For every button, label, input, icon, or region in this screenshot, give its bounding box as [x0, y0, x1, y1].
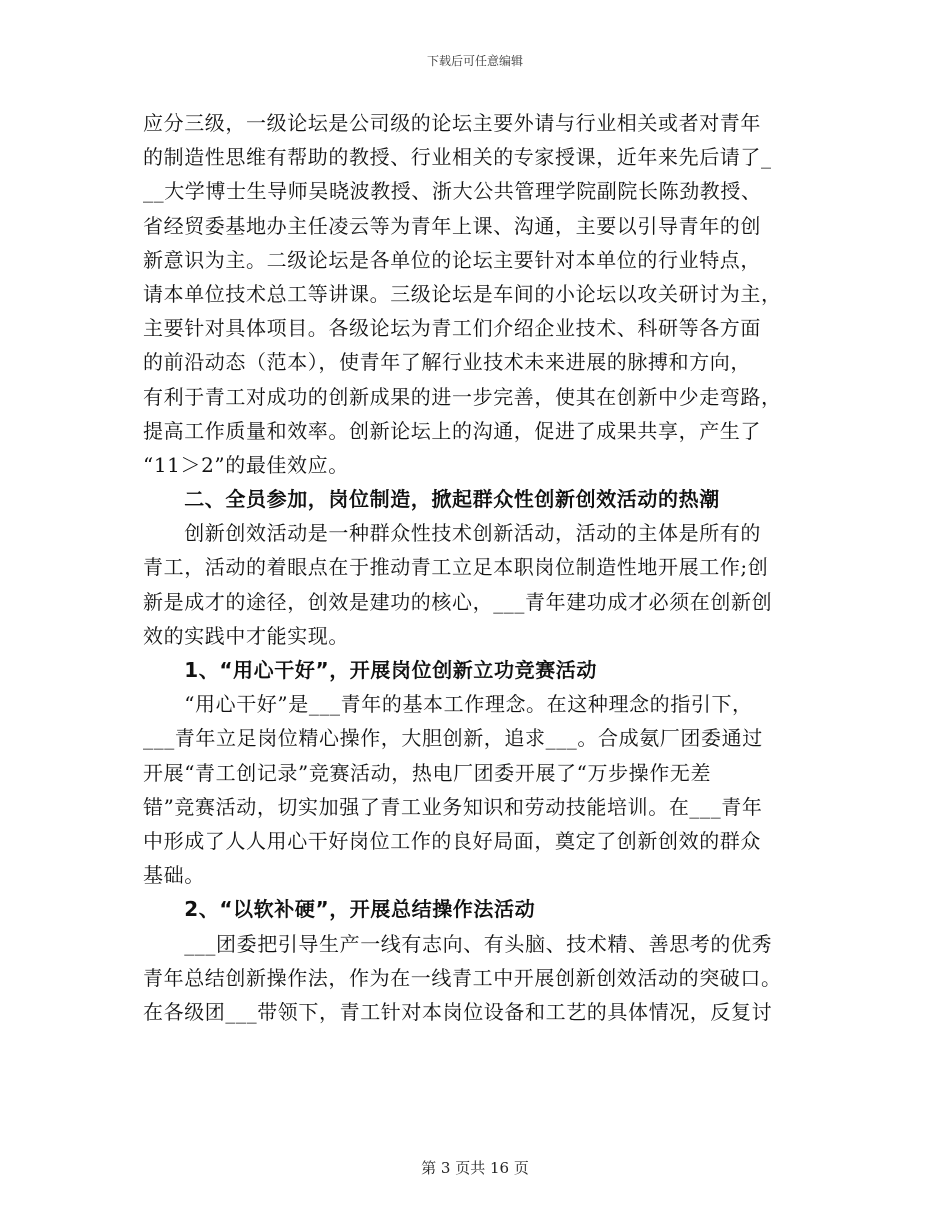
text-line: 中形成了人人用心干好岗位工作的良好局面，奠定了创新创效的群众 — [143, 828, 761, 853]
paragraph — [143, 516, 811, 653]
text-line: 的制造性思维有帮助的教授、行业相关的专家授课，近年来先后请了_ — [143, 145, 772, 170]
text-line: ___青年立足岗位精心操作，大胆创新，追求___。合成氨厂团委通过 — [143, 726, 763, 751]
text-line: 开展“青工创记录”竞赛活动，热电厂团委开展了“万步操作无差 — [143, 760, 712, 785]
text-line: 基础。 — [143, 863, 205, 888]
text-line: 新意识为主。二级论坛是各单位的论坛主要针对本单位的行业特点， — [143, 247, 761, 272]
page-header: 下载后可任意编辑 — [426, 54, 523, 68]
text-line: 请本单位技术总工等讲课。三级论坛是车间的小论坛以攻关研讨为主， — [143, 281, 782, 306]
text-line: 在各级团___带领下，青工针对本岗位设备和工艺的具体情况，反复讨 — [143, 999, 773, 1024]
text-line: 青工，活动的着眼点在于推动青工立足本职岗位制造性地开展工作;创 — [143, 555, 769, 580]
text-line: 的前沿动态（范本），使青年了解行业技术未来进展的脉搏和方向， — [143, 350, 751, 375]
text-line: 应分三级，一级论坛是公司级的论坛主要外请与行业相关或者对青年 — [143, 111, 761, 135]
text-line: ___团委把引导生产一线有志向、有头脑、技术精、善思考的优秀 — [143, 931, 773, 956]
text-line: “用心干好”是___青年的基本工作理念。在这种理念的指引下， — [143, 692, 753, 717]
text-line: __大学博士生导师吴晓波教授、浙大公共管理学院副院长陈劲教授、 — [143, 179, 762, 204]
paragraph — [143, 927, 811, 1030]
text-line: 二、全员参加，岗位制造，掀起群众性创新创效活动的热潮 — [143, 487, 720, 512]
text-line: 省经贸委基地办主任凌云等为青年上课、沟通，主要以引导青年的创 — [143, 213, 761, 238]
text-line: 新是成才的途径，创效是建功的核心，___青年建功成才必须在创新创 — [143, 589, 773, 614]
page-footer: 第 3 页共 16 页 — [421, 1159, 529, 1177]
text-line: 1、“用心干好”，开展岗位创新立功竞赛活动 — [143, 658, 598, 682]
document-body — [143, 106, 811, 1029]
text-line: “11＞2”的最佳效应。 — [143, 452, 349, 477]
text-line: 创新创效活动是一种群众性技术创新活动，活动的主体是所有的 — [143, 521, 761, 546]
text-line: 效的实践中才能实现。 — [143, 623, 349, 648]
text-line: 主要针对具体项目。各级论坛为青工们介绍企业技术、科研等各方面 — [143, 316, 761, 341]
text-line: 青年总结创新操作法，作为在一线青工中开展创新创效活动的突破口。 — [143, 965, 782, 990]
section-heading — [143, 653, 811, 687]
text-line: 2、“以软补硬”，开展总结操作法活动 — [143, 897, 536, 922]
text-line: 错”竞赛活动，切实加强了青工业务知识和劳动技能培训。在___青年 — [143, 794, 763, 819]
text-line: 有利于青工对成功的创新成果的进一步完善，使其在创新中少走弯路， — [143, 384, 782, 409]
section-heading — [143, 482, 811, 516]
paragraph — [143, 106, 811, 482]
section-heading — [143, 892, 811, 926]
text-line: 提高工作质量和效率。创新论坛上的沟通，促进了成果共享，产生了 — [143, 418, 761, 443]
paragraph — [143, 687, 811, 892]
